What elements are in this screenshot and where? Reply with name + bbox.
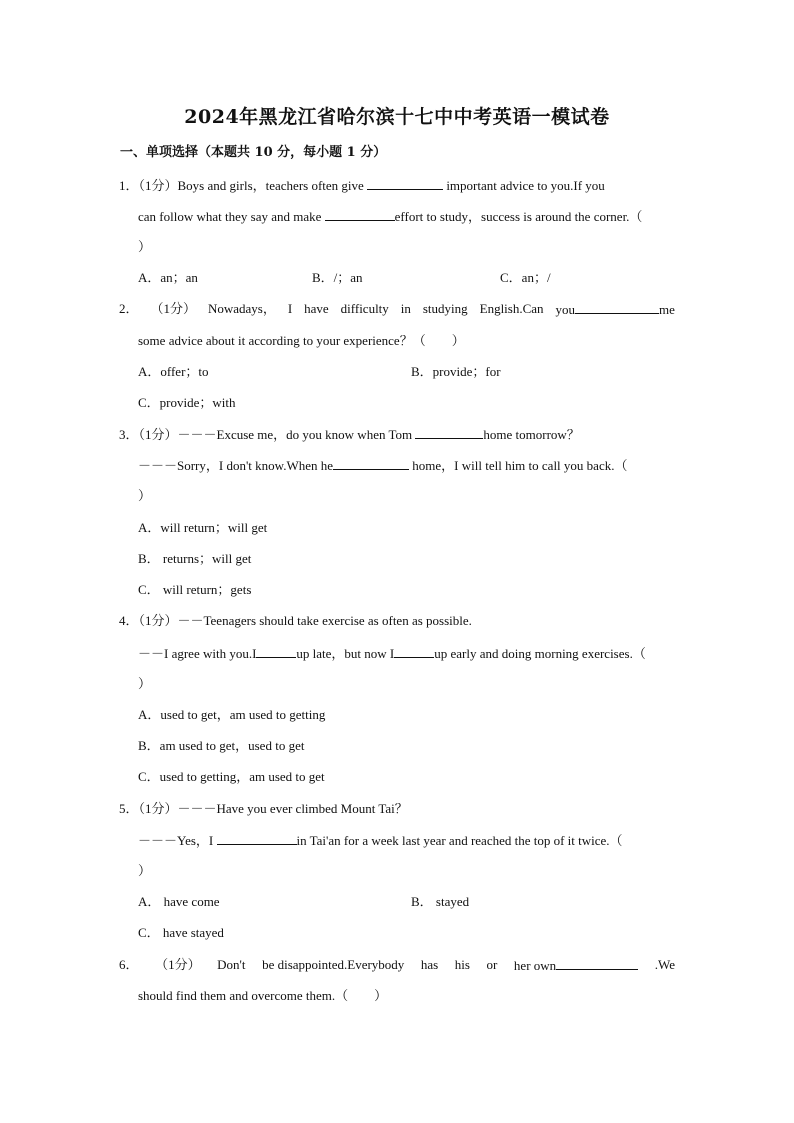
answer-blank: [394, 643, 434, 658]
page-title: 2024年黑龙江省哈尔滨十七中中考英语一模试卷: [184, 106, 610, 128]
option-b: B．/；an: [312, 270, 363, 285]
question-3-line-1: 3．（1分）－－－Excuse me，do you know when Tom home tomorrow？: [119, 424, 580, 445]
question-2-line-1: 2． （1分） Nowadays， I have difficulty in studying English.Can you me: [119, 301, 675, 317]
option-b: B． returns；will get: [138, 551, 252, 566]
option-c: C．used to getting，am used to get: [138, 769, 325, 784]
question-number: 1．（1分）: [119, 178, 178, 193]
option-b: B．provide；for: [411, 364, 501, 379]
option-a: A．offer；to: [138, 364, 209, 379]
option-b: B．am used to get，used to get: [138, 738, 305, 753]
option-c: C． will return；gets: [138, 582, 252, 597]
question-4-line-2: －－I agree with you.I up late，but now I up early and doing morning exercises.（: [138, 643, 646, 664]
answer-blank: [367, 175, 443, 190]
option-c: C．an；/: [500, 270, 551, 285]
question-4-line-3: ）: [138, 676, 152, 691]
option-c: C． have stayed: [138, 925, 224, 940]
answer-blank: [217, 830, 297, 845]
option-b: B． stayed: [411, 894, 470, 909]
question-6-line-2: should find them and overcome them.（ ）: [138, 988, 388, 1003]
answer-blank: [333, 455, 409, 470]
option-a: A． have come: [138, 894, 220, 909]
question-5-line-3: ）: [138, 863, 152, 878]
question-1-line-2: can follow what they say and make effort to study，success is around the corner.（: [138, 206, 642, 227]
option-c: C．provide；with: [138, 395, 236, 410]
answer-blank: [325, 206, 395, 221]
question-6-line-1: 6． （1分） Don't be disappointed.Everybody has his or her own .We: [119, 957, 675, 973]
answer-blank: [575, 299, 659, 314]
section-heading: 一、单项选择（本题共 10 分，每小题 1 分）: [120, 145, 387, 160]
question-3-line-2: －－－Sorry，I don't know.When he home，I will tell him to call you back.（: [138, 455, 627, 476]
answer-blank: [256, 643, 296, 658]
question-5-line-1: 5．（1分）－－－Have you ever climbed Mount Tai？: [119, 801, 408, 816]
option-a: A．an；an: [138, 270, 198, 285]
option-a: A．will return；will get: [138, 520, 268, 535]
answer-blank: [556, 955, 638, 970]
answer-blank: [415, 424, 483, 439]
question-1-line-3: ）: [138, 239, 152, 254]
question-1-line-1: 1．（1分）Boys and girls，teachers often give important advice to you.If you: [119, 175, 605, 196]
question-2-line-2: some advice about it according to your experience？（ ）: [138, 333, 465, 348]
question-3-line-3: ）: [138, 488, 152, 503]
option-a: A．used to get，am used to getting: [138, 707, 326, 722]
question-5-line-2: －－－Yes，I in Tai'an for a week last year and reached the top of it twice.（: [138, 830, 623, 851]
question-4-line-1: 4．（1分）－－Teenagers should take exercise as often as possible.: [119, 613, 472, 628]
